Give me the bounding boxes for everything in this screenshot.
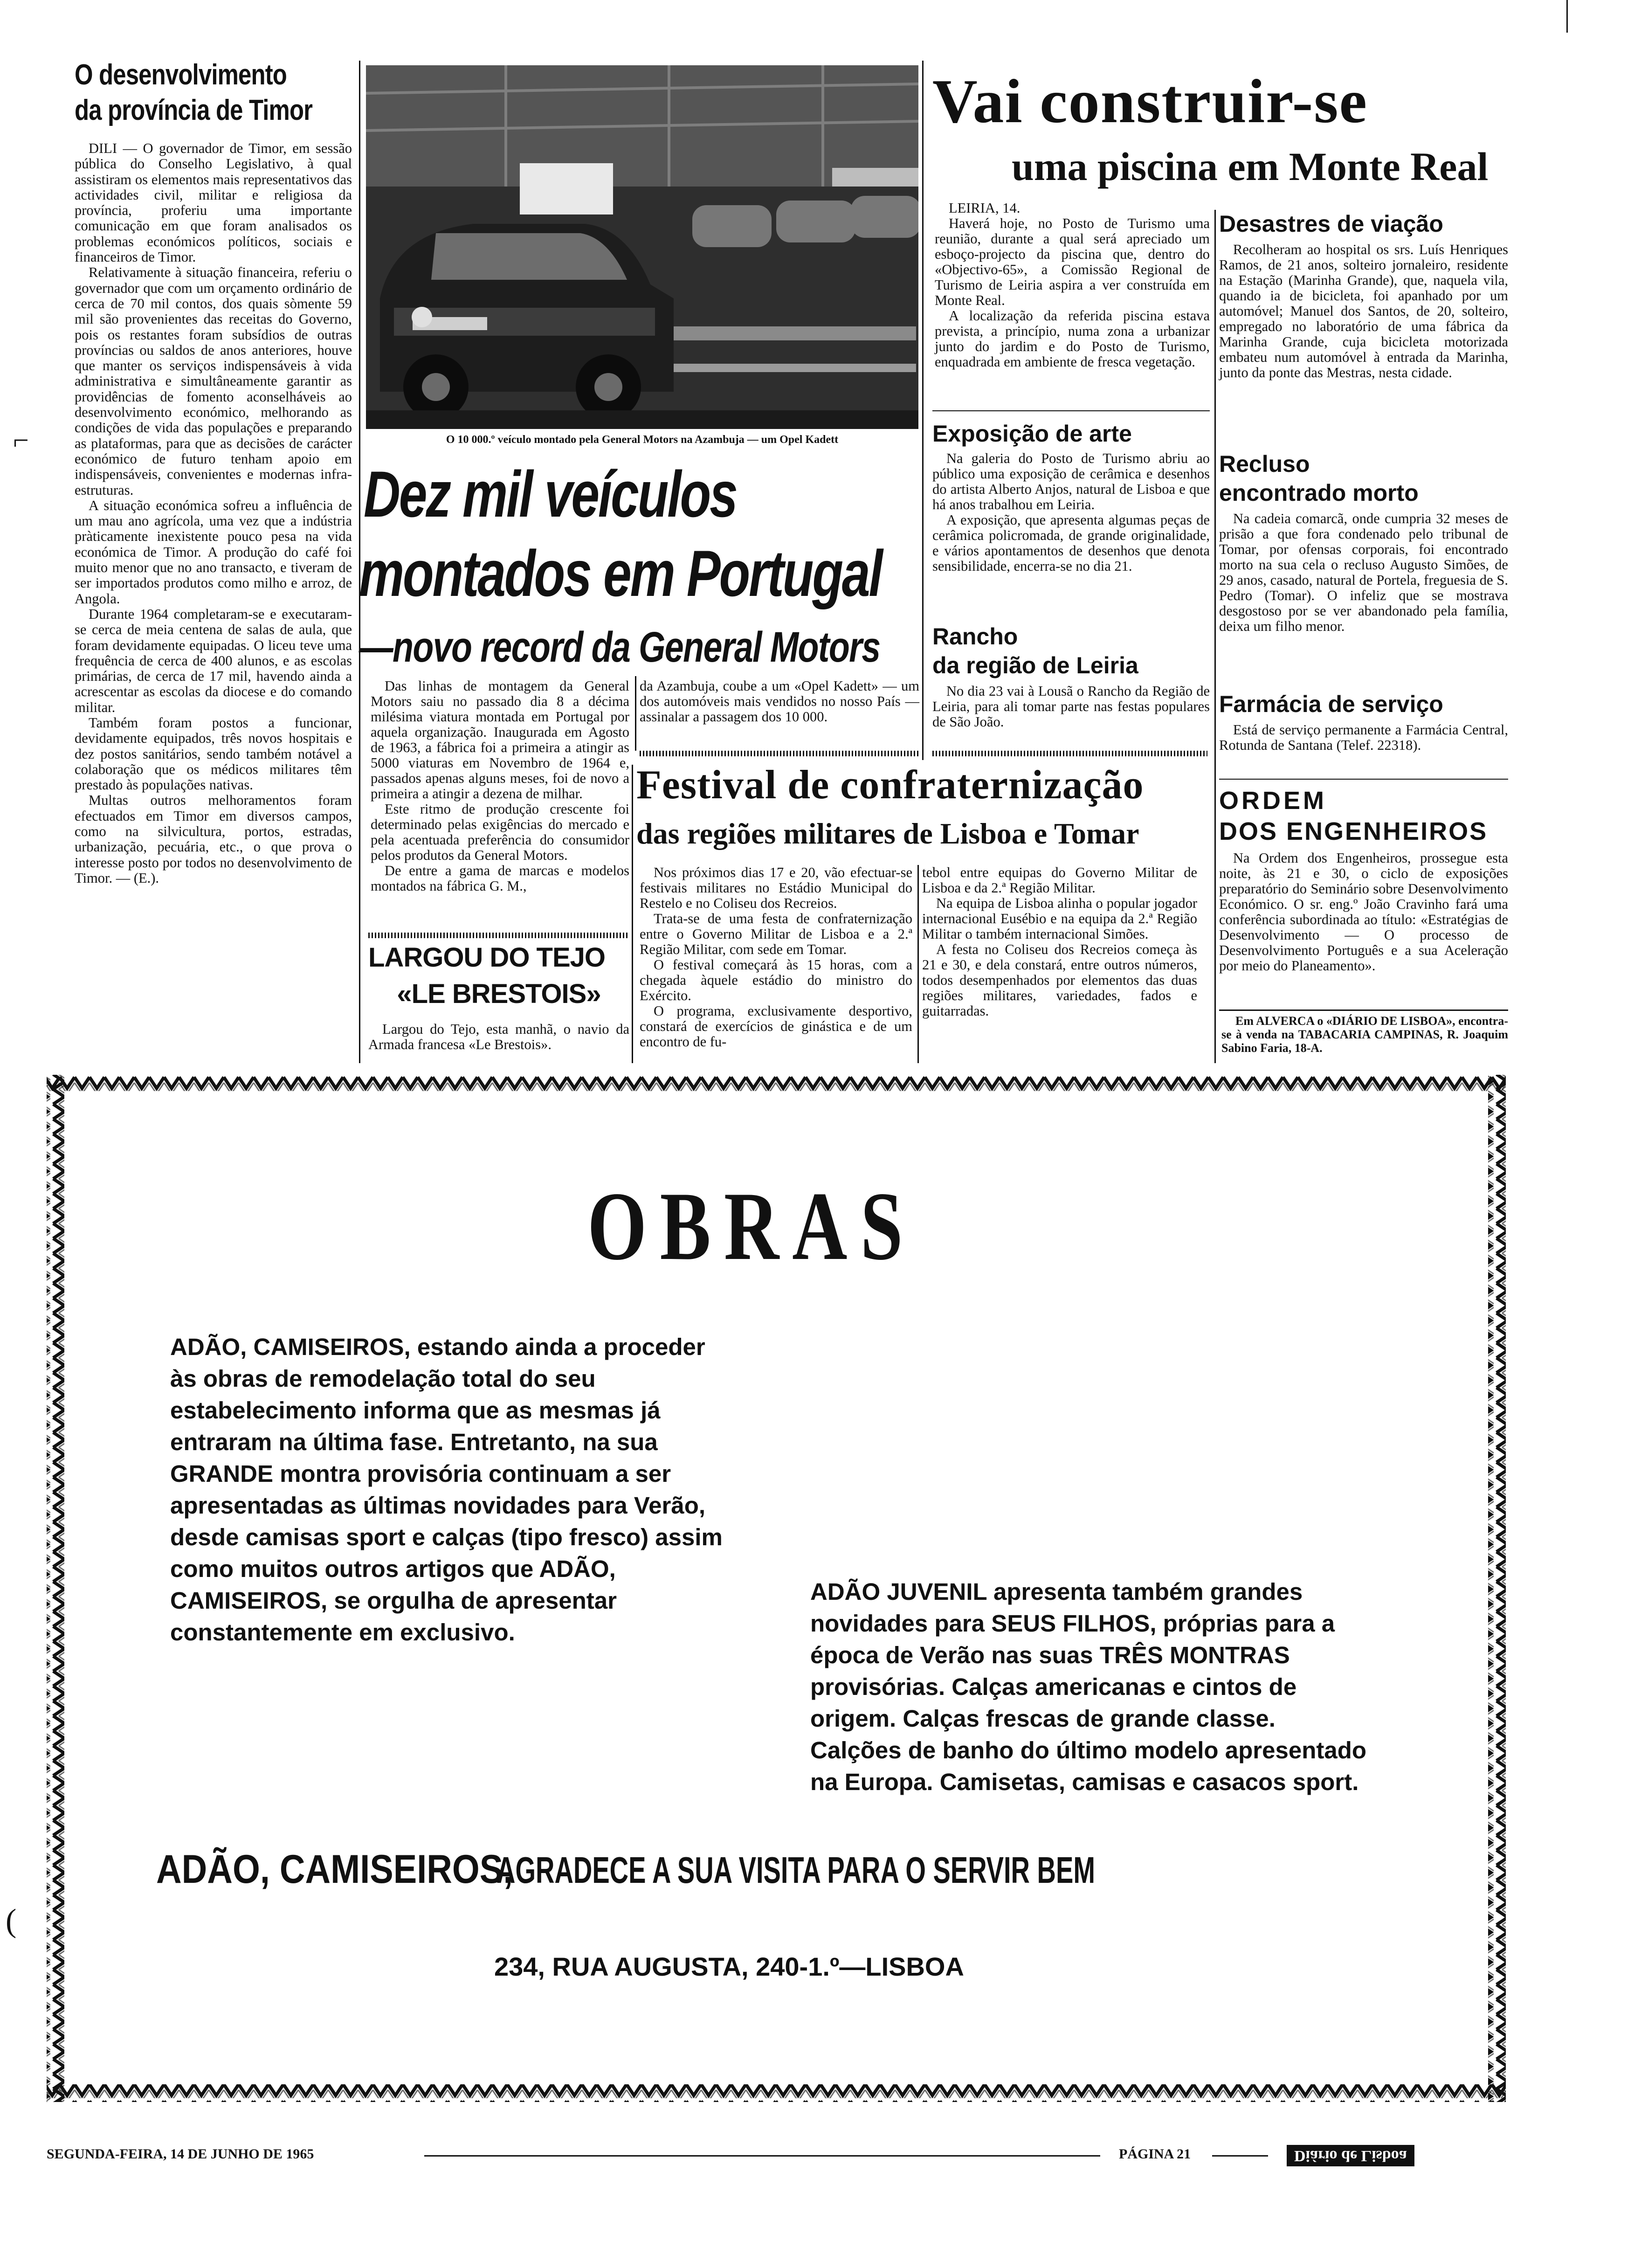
gm-p2: Este ritmo de produção crescente foi determinado pelas exigências do mercado e pela acentuada preferência do consumidor pelos produtos da General Motors. <box>371 801 629 863</box>
timor-p5: Também foram postos a funcionar, devidamente equipados, três novos hospitais e dez postos sanitários, sendo também notável a colaboração que os médicos militares têm prestado às populações nativas. <box>75 714 352 793</box>
festival-p4: O programa, exclusivamente desportivo, constará de exercícios de ginástica e de um encontro de fu- <box>640 1003 912 1050</box>
festival-p3: O festival começará às 15 horas, com a chegada àquele estádio do ministro do Exército. <box>640 957 912 1003</box>
opel-kadett-photo <box>366 65 918 429</box>
piscina-end-rule <box>932 410 1210 411</box>
festival-article <box>636 762 1200 850</box>
festival-col1 <box>640 865 912 1050</box>
footer-date: SEGUNDA-FEIRA, 14 DE JUNHO DE 1965 <box>47 2146 314 2162</box>
footer-rule-2 <box>1212 2155 1268 2157</box>
exposicao-body <box>932 451 1210 574</box>
recluso-title-2: encontrado morto <box>1219 480 1419 506</box>
ad-para1: ADÃO, CAMISEIROS, estando ainda a proceder às obras de remodelação total do seu estabelecimento informa que as mesmas já entraram na última fase. Entretanto, na sua GRANDE montra provisória continuam a ser apresentadas as últimas novidades para Verão, desde camisas sport e calças (tipo fresco) assim como muitos outros artigos que ADÃO, CAMISEIROS, se orgulha de apresentar constantemente em exclusivo. <box>170 1334 723 1646</box>
gm-p1: Das linhas de montagem da General Motors saiu no passado dia 8 a décima milésima viatura montada em Portugal por aquela organização. Inaugurada em Agosto de 1963, a fábrica foi a primeira a atingir as 5000 viaturas em Novembro de 1964 e, passados apenas alguns meses, foi de novo a primeira a atingir a dezena de milhar. <box>371 678 629 802</box>
gm-headline-1: Dez mil veículos <box>364 457 737 531</box>
exposicao-p1: Na galeria do Posto de Turismo abriu ao público uma exposição de cerâmica e desenhos do artista Alberto Anjos, natural de Lisboa e que há anos trabalhou em Leiria. <box>932 450 1210 512</box>
col-rule-2 <box>922 61 924 760</box>
gm-body-col2 <box>640 678 919 725</box>
festival-title-1: Festival de confraternização <box>636 762 1144 808</box>
ordem-title-2: DOS ENGENHEIROS <box>1219 817 1488 845</box>
recluso-title-1: Recluso <box>1219 451 1310 477</box>
piscina-headline <box>932 67 1510 189</box>
farmacia-article <box>1219 692 1508 753</box>
festival-p5: tebol entre equipas do Governo Militar de Lisboa e da 2.ª Região Militar. <box>922 864 1197 896</box>
tejo-body: Largou do Tejo, esta manhã, o navio da Armada francesa «Le Brestois». <box>368 1021 629 1052</box>
timor-p1: DILI — O governador de Timor, em sessão pública do Conselho Legislativo, à qual assistiram os elementos mais representativos das actividades civil, militar e religiosa da província, proferiu uma importante comunicação em que foram analisados os problemas económicos políticos, sociais e financeiros de Timor. <box>75 140 352 265</box>
gm-headline <box>359 457 923 671</box>
top-right-rule <box>1566 0 1568 33</box>
piscina-dateline: LEIRIA, 14. <box>949 200 1020 216</box>
edge-mark-left-1: ⌐ <box>13 425 29 456</box>
ordem-body: Na Ordem dos Engenheiros, prossegue esta noite, às 21 e 30, o ciclo de exposições preparatório do Seminário sobre Desenvolvimento Económico. O sr. eng.º João Cravinho fará uma conferência subordinada ao título: «Estratégias de Desenvolvimento — O processo de Desenvolvimento Português e a sua Aceleração por meio do Planeamento». <box>1219 850 1508 974</box>
ad-tagline-rest: AGRADECE A SUA VISITA PARA O SERVIR BEM <box>496 1849 1095 1891</box>
festival-p6: Na equipa de Lisboa alinha o popular jogador internacional Eusébio e na equipa da 2.ª Região Militar o também internacional Simões. <box>922 895 1197 942</box>
rancho-article <box>932 625 1210 730</box>
gm-subhead: —novo record da General Motors <box>359 623 880 671</box>
gm-p4: da Azambuja, coube a um «Opel Kadett» — um dos automóveis mais vendidos no nosso País — assinalar a passagem dos 10 000. <box>640 678 919 725</box>
footer-page: PÁGINA 21 <box>1119 2146 1191 2162</box>
piscina-body <box>935 201 1210 370</box>
rancho-title-1: Rancho <box>932 623 1018 650</box>
edge-mark-left-2: ( <box>6 1903 17 1939</box>
piscina-p1: Haverá hoje, no Posto de Turismo uma reunião, durante a qual será apreciado um esboço-projecto da piscina que, dentro do «Objectivo-65», a Comissão Regional de Turismo de Leiria aspira a ver construída em Monte Real. <box>935 215 1210 308</box>
rancho-title-2: da região de Leiria <box>932 652 1138 678</box>
exposicao-article <box>932 422 1210 574</box>
timor-p4: Durante 1964 completaram-se e executaram-se cerca de meia centena de salas de aula, que foram devidamente equipadas. O liceu teve uma frequência de cerca de 400 alunos, e as escolas primárias, de cerca de 17 mil, havendo ainda a acrescentar as escolas da diocese e do comando militar. <box>75 606 352 715</box>
ad-tagline-brand: ADÃO, CAMISEIROS, <box>156 1847 513 1892</box>
desastres-body: Recolheram ao hospital os srs. Luís Henriques Ramos, de 21 anos, solteiro jornaleiro, residente na Estação (Marinha Grande), que, naquela vila, quando ia de bicicleta, foi apanhado por um automóvel; Manuel dos Santos, de 20, solteiro, empregado no laboratório de uma fábrica da Marinha Grande, cuja bicicleta motorizada embateu num automóvel à entrada da Marinha, junto da ponte das Mestras, nesta cidade. <box>1219 242 1508 380</box>
recluso-body: Na cadeia comarcã, onde cumpria 32 meses de prisão a que fora condenado pelo tribunal de Tomar, por ofensas corporais, foi encontrado morto na sua cela o recluso Augusto Simões, de 29 anos, casado, natural de Portela, freguesia de S. Pedro (Tomar). O infeliz que se mostrava desgostoso por se ver abandonado pela família, deixa um filho menor. <box>1219 511 1508 634</box>
gm-body-col1 <box>371 678 629 894</box>
rancho-end-rule <box>932 751 1207 756</box>
desastres-title: Desastres de viação <box>1219 211 1443 237</box>
car-factory-illustration <box>366 65 918 429</box>
col-rule-gm <box>635 676 636 751</box>
footer-masthead: Diário de Lisboa <box>1287 2145 1414 2166</box>
ordem-title-1: ORDEM <box>1219 787 1327 815</box>
festival-title-2: das regiões militares de Lisboa e Tomar <box>636 817 1139 850</box>
festival-p1: Nos próximos dias 17 e 20, vão efectuar-se festivais militares no Estádio Municipal do Restelo e no Coliseu dos Recreios. <box>640 864 912 911</box>
ad-address: 234, RUA AUGUSTA, 240-1.º—LISBOA <box>494 1952 964 1981</box>
ad-tagline <box>156 1846 1462 1893</box>
gm-end-rule <box>640 751 919 756</box>
timor-article <box>75 61 352 886</box>
gm-headline-2: montados em Portugal <box>359 537 882 610</box>
desastres-article <box>1219 212 1508 380</box>
timor-p3: A situação económica sofreu a influência de um mau ano agrícola, uma vez que a indústria pràticamente inexistente pouco pesa na vida económica de Timor. A produção do café foi muito menor que no ano transacto, e tiveram de ser importados produtos como milho e arroz, de Angola. <box>75 497 352 607</box>
farmacia-title: Farmácia de serviço <box>1219 691 1443 717</box>
photo-caption: O 10 000.º veículo montado pela General Motors na Azambuja — um Opel Kadett <box>446 434 839 446</box>
ordem-end-rule <box>1219 1010 1508 1011</box>
gm-p3: De entre a gama de marcas e modelos montados na fábrica G. M., <box>371 863 629 894</box>
col-rule-festival <box>917 865 919 1063</box>
timor-p2: Relativamente à situação financeira, referiu o governador que com um orçamento ordinário de cerca de 70 mil contos, dos quais sòmente 59 mil são provenientes das receitas do Governo, pois os restantes foram subsídios de outras províncias ou saldos de anos anteriores, houve que manter os serviços indispensáveis à vida administrativa e simultâneamente garantir as providências de fomento aconselháveis ao desenvolvimento económico, melhorando as condições de vida das populações e preparando as plataformas, para que as decisões de carácter económico de futuro tenham apoio em indispensáveis, convenientes e modernas infra-estruturas. <box>75 264 352 498</box>
piscina-p2: A localização da referida piscina estava prevista, a princípio, numa zona a urbanizar junto do jardim e do Posto de Turismo, enquadrada em ambiente de fresca vegetação. <box>935 308 1210 370</box>
tejo-title-2: «LE BRESTOIS» <box>397 979 601 1009</box>
ad-title: OBRAS <box>587 1172 916 1280</box>
ad-para2: ADÃO JUVENIL apresenta também grandes novidades para SEUS FILHOS, próprias para a época de Verão nas suas TRÊS MONTRAS provisórias. Calças americanas e cintos de origem. Calças frescas de grande classe. Calções de banho do último modelo apresentado na Europa. Camisetas, camisas e casacos sport. <box>810 1578 1366 1795</box>
recluso-article <box>1219 452 1508 634</box>
festival-p2: Trata-se de uma festa de confraternização entre o Governo Militar de Lisboa e a 2.ª Região Militar, com sede em Tomar. <box>640 911 912 957</box>
exposicao-p2: A exposição, que apresenta algumas peças de cerâmica policromada, de grande originalidade, e vários apontamentos de desenhos que denota sensibilidade, encerra-se no dia 21. <box>932 512 1210 574</box>
piscina-title-1: Vai construir-se <box>932 67 1368 136</box>
col-rule-tejo <box>632 765 633 1063</box>
festival-p7: A festa no Coliseu dos Recreios começa às 21 e 30, e dela constará, entre outros números, todos desempenhados por elementos das duas regiões militares, variedades, fados e guitarradas. <box>922 941 1197 1019</box>
timor-body <box>75 141 352 886</box>
timor-title-2: da província de Timor <box>75 94 313 126</box>
farmacia-body: Está de serviço permanente a Farmácia Central, Rotunda de Santana (Telef. 22318). <box>1219 722 1508 753</box>
footer-rule <box>424 2155 1100 2157</box>
alverca-notice: Em ALVERCA o «DIÁRIO DE LISBOA», encontra-se à venda na TABACARIA CAMPINAS, R. Joaquim Sabino Faria, 18-A. <box>1221 1014 1508 1055</box>
col-rule-3 <box>1214 210 1216 1063</box>
piscina-title-2: uma piscina em Monte Real <box>1012 144 1489 189</box>
exposicao-title: Exposição de arte <box>932 421 1132 447</box>
timor-title-1: O desenvolvimento <box>75 59 287 91</box>
festival-col2 <box>922 865 1197 1019</box>
tejo-title-1: LARGOU DO TEJO <box>368 942 606 973</box>
rancho-body: No dia 23 vai à Lousã o Rancho da Região de Leiria, para ali tomar parte nas festas populares de São João. <box>932 683 1210 730</box>
timor-p6: Multas outros melhoramentos foram efectuados em Timor em diversos campos, como na silvicultura, portos, estradas, urbanização, pecuária, etc., o que prova o interesse posto por todos no desenvolvimento de Timor. — (E.). <box>75 792 352 886</box>
ordem-article <box>1219 788 1508 974</box>
tejo-article <box>368 944 629 1052</box>
tejo-top-rule <box>368 933 629 938</box>
farmacia-end-rule <box>1219 779 1508 780</box>
